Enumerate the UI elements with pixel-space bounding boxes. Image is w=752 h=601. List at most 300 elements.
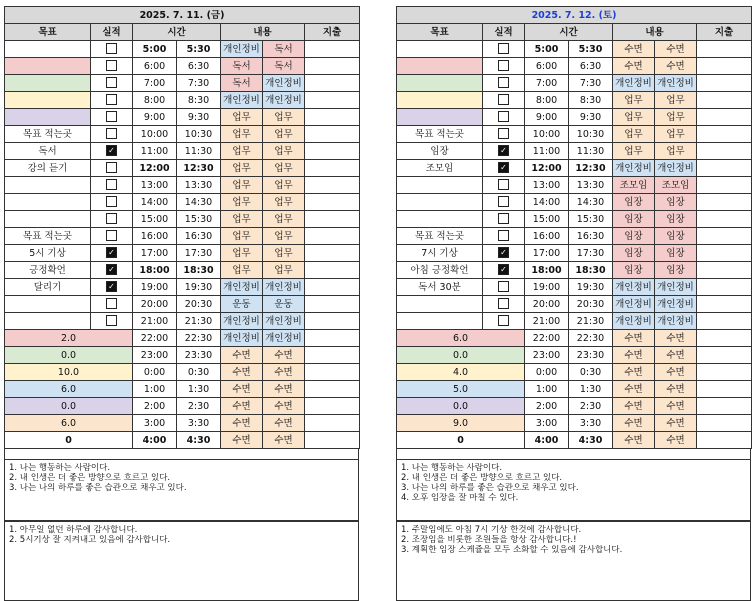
time-start: 2:00: [133, 398, 177, 415]
time-start: 18:00: [525, 262, 569, 279]
activity-cell[interactable]: 수면: [655, 415, 697, 432]
time-end: 6:30: [569, 58, 613, 75]
goal-cell[interactable]: 목표 적는곳: [397, 126, 483, 143]
date-row: [397, 7, 752, 24]
checkbox-icon[interactable]: ✓: [498, 162, 509, 173]
activity-cell[interactable]: 업무: [221, 245, 263, 262]
done-cell[interactable]: [483, 75, 525, 92]
expense-cell[interactable]: [697, 92, 752, 109]
expense-cell[interactable]: [305, 143, 360, 160]
activity-cell[interactable]: 임장: [613, 211, 655, 228]
expense-cell[interactable]: [305, 279, 360, 296]
done-cell[interactable]: [91, 177, 133, 194]
activity-cell[interactable]: 업무: [221, 160, 263, 177]
goal-cell[interactable]: 5시 기상: [5, 245, 91, 262]
activity-cell[interactable]: 수면: [221, 398, 263, 415]
expense-cell[interactable]: [697, 279, 752, 296]
summary-row: [5, 381, 360, 398]
done-cell[interactable]: [483, 126, 525, 143]
done-cell[interactable]: [91, 92, 133, 109]
expense-cell[interactable]: [305, 92, 360, 109]
time-end: 0:30: [569, 364, 613, 381]
done-cell[interactable]: [483, 228, 525, 245]
summary-row: [397, 347, 752, 364]
expense-cell[interactable]: [697, 109, 752, 126]
expense-cell[interactable]: [697, 126, 752, 143]
time-start: 22:00: [133, 330, 177, 347]
activity-cell[interactable]: 수면: [221, 432, 263, 449]
goal-cell[interactable]: [5, 92, 91, 109]
goal-cell[interactable]: [5, 194, 91, 211]
goal-cell[interactable]: [5, 296, 91, 313]
activity-cell[interactable]: 수면: [221, 415, 263, 432]
activity-cell[interactable]: 수면: [263, 347, 305, 364]
checkbox-icon[interactable]: ✓: [106, 281, 117, 292]
activity-cell[interactable]: 업무: [613, 109, 655, 126]
activity-cell[interactable]: 업무: [263, 211, 305, 228]
activity-cell[interactable]: 수면: [655, 381, 697, 398]
activity-cell[interactable]: 업무: [221, 177, 263, 194]
activity-cell[interactable]: 개인정비: [655, 160, 697, 177]
activity-cell[interactable]: 업무: [263, 143, 305, 160]
checkbox-icon[interactable]: [498, 298, 509, 309]
activity-cell[interactable]: 업무: [655, 126, 697, 143]
activity-cell[interactable]: 업무: [221, 126, 263, 143]
time-start: 12:00: [133, 160, 177, 177]
done-cell[interactable]: [91, 313, 133, 330]
time-end: 21:30: [569, 313, 613, 330]
activity-cell[interactable]: 업무: [263, 262, 305, 279]
expense-cell[interactable]: [305, 415, 360, 432]
expense-cell[interactable]: [697, 313, 752, 330]
affirmation-line: 4. 오후 임장을 잘 마칠 수 있다.: [401, 493, 519, 503]
done-cell[interactable]: [91, 296, 133, 313]
activity-cell[interactable]: 개인정비: [221, 279, 263, 296]
checkbox-icon[interactable]: [106, 162, 117, 173]
activity-cell[interactable]: 임장: [613, 228, 655, 245]
done-cell[interactable]: [483, 41, 525, 58]
done-cell[interactable]: [483, 109, 525, 126]
activity-cell[interactable]: 수면: [655, 364, 697, 381]
gratitude-line: 2. 조장임을 비롯한 조원들을 항상 감사합니다.!: [401, 535, 577, 545]
activity-cell[interactable]: 수면: [221, 347, 263, 364]
time-end: 11:30: [177, 143, 221, 160]
table-row: [5, 313, 360, 330]
activity-cell[interactable]: 개인정비: [263, 330, 305, 347]
checkbox-icon[interactable]: [498, 213, 509, 224]
activity-cell[interactable]: 개인정비: [221, 41, 263, 58]
goal-cell[interactable]: 임장: [397, 143, 483, 160]
activity-cell[interactable]: 수면: [263, 432, 305, 449]
activity-cell[interactable]: 수면: [613, 364, 655, 381]
done-cell[interactable]: [483, 177, 525, 194]
done-cell[interactable]: [483, 296, 525, 313]
activity-cell[interactable]: 개인정비: [613, 313, 655, 330]
header-goal: 목표: [397, 24, 483, 41]
activity-cell[interactable]: 업무: [613, 126, 655, 143]
activity-cell[interactable]: 독서: [221, 75, 263, 92]
checkbox-icon[interactable]: [106, 60, 117, 71]
activity-cell[interactable]: 업무: [263, 126, 305, 143]
goal-cell[interactable]: 목표 적는곳: [397, 228, 483, 245]
activity-cell[interactable]: 개인정비: [655, 279, 697, 296]
time-start: 10:00: [133, 126, 177, 143]
expense-cell[interactable]: [305, 126, 360, 143]
goal-cell[interactable]: [397, 194, 483, 211]
expense-cell[interactable]: [697, 245, 752, 262]
done-cell[interactable]: [91, 41, 133, 58]
goal-cell[interactable]: [397, 92, 483, 109]
checkbox-icon[interactable]: ✓: [498, 264, 509, 275]
activity-cell[interactable]: 임장: [655, 194, 697, 211]
activity-cell[interactable]: 수면: [655, 432, 697, 449]
table-row: [397, 58, 752, 75]
activity-cell[interactable]: 업무: [221, 211, 263, 228]
activity-cell[interactable]: 수면: [221, 364, 263, 381]
done-cell[interactable]: [483, 245, 525, 262]
done-cell[interactable]: [91, 211, 133, 228]
summary-row: [397, 415, 752, 432]
summary-value: 6.0: [5, 415, 133, 432]
activity-cell[interactable]: 운동: [221, 296, 263, 313]
activity-cell[interactable]: 수면: [655, 347, 697, 364]
activity-cell[interactable]: 개인정비: [613, 279, 655, 296]
expense-cell[interactable]: [305, 228, 360, 245]
checkbox-icon[interactable]: [498, 77, 509, 88]
goal-cell[interactable]: [397, 177, 483, 194]
checkbox-icon[interactable]: [106, 298, 117, 309]
activity-cell[interactable]: 독서: [263, 58, 305, 75]
expense-cell[interactable]: [697, 262, 752, 279]
goal-cell[interactable]: [397, 109, 483, 126]
done-cell[interactable]: [483, 160, 525, 177]
activity-cell[interactable]: 임장: [655, 228, 697, 245]
activity-cell[interactable]: 개인정비: [221, 92, 263, 109]
activity-cell[interactable]: 개인정비: [263, 92, 305, 109]
expense-cell[interactable]: [305, 58, 360, 75]
activity-cell[interactable]: 수면: [613, 41, 655, 58]
goal-cell[interactable]: [5, 211, 91, 228]
goal-cell[interactable]: 독서: [5, 143, 91, 160]
checkbox-icon[interactable]: [498, 60, 509, 71]
time-end: 22:30: [177, 330, 221, 347]
expense-cell[interactable]: [305, 75, 360, 92]
checkbox-icon[interactable]: ✓: [106, 264, 117, 275]
done-cell[interactable]: [91, 143, 133, 160]
expense-cell[interactable]: [305, 245, 360, 262]
checkbox-icon[interactable]: ✓: [106, 247, 117, 258]
activity-cell[interactable]: 수면: [221, 381, 263, 398]
checkbox-icon[interactable]: [498, 179, 509, 190]
activity-cell[interactable]: 수면: [613, 347, 655, 364]
goal-cell[interactable]: [397, 75, 483, 92]
expense-cell[interactable]: [697, 398, 752, 415]
summary-row: [5, 364, 360, 381]
expense-cell[interactable]: [697, 143, 752, 160]
activity-cell[interactable]: 임장: [655, 262, 697, 279]
summary-value: 6.0: [397, 330, 525, 347]
table-row: [397, 92, 752, 109]
expense-cell[interactable]: [305, 330, 360, 347]
table-row: [5, 75, 360, 92]
expense-cell[interactable]: [697, 41, 752, 58]
time-start: 7:00: [525, 75, 569, 92]
time-start: 1:00: [133, 381, 177, 398]
time-start: 18:00: [133, 262, 177, 279]
goal-cell[interactable]: [397, 58, 483, 75]
activity-cell[interactable]: 업무: [221, 194, 263, 211]
time-end: 19:30: [177, 279, 221, 296]
time-start: 20:00: [133, 296, 177, 313]
goal-cell[interactable]: 아침 긍정확언: [397, 262, 483, 279]
expense-cell[interactable]: [305, 381, 360, 398]
activity-cell[interactable]: 임장: [613, 194, 655, 211]
goal-cell[interactable]: 목표 적는곳: [5, 228, 91, 245]
activity-cell[interactable]: 조모임: [613, 177, 655, 194]
goal-cell[interactable]: [397, 211, 483, 228]
expense-cell[interactable]: [697, 58, 752, 75]
activity-cell[interactable]: 업무: [263, 245, 305, 262]
expense-cell[interactable]: [305, 160, 360, 177]
time-end: 18:30: [177, 262, 221, 279]
goal-cell[interactable]: [5, 75, 91, 92]
goal-cell[interactable]: 독서 30분: [397, 279, 483, 296]
activity-cell[interactable]: 업무: [263, 109, 305, 126]
expense-cell[interactable]: [697, 330, 752, 347]
time-end: 16:30: [569, 228, 613, 245]
summary-value: 4.0: [397, 364, 525, 381]
activity-cell[interactable]: 개인정비: [263, 313, 305, 330]
header-goal: 목표: [5, 24, 91, 41]
activity-cell[interactable]: 개인정비: [613, 160, 655, 177]
expense-cell[interactable]: [305, 41, 360, 58]
activity-cell[interactable]: 업무: [221, 228, 263, 245]
done-cell[interactable]: [483, 143, 525, 160]
done-cell[interactable]: [483, 313, 525, 330]
checkbox-icon[interactable]: [106, 77, 117, 88]
summary-row: [5, 432, 360, 449]
goal-cell[interactable]: [5, 109, 91, 126]
activity-cell[interactable]: 업무: [263, 177, 305, 194]
goal-cell[interactable]: 7시 기상: [397, 245, 483, 262]
time-end: 0:30: [177, 364, 221, 381]
checkbox-icon[interactable]: [106, 179, 117, 190]
checkbox-icon[interactable]: [106, 213, 117, 224]
activity-cell[interactable]: 수면: [613, 381, 655, 398]
activity-cell[interactable]: 수면: [613, 330, 655, 347]
checkbox-icon[interactable]: [498, 196, 509, 207]
expense-cell[interactable]: [305, 347, 360, 364]
done-cell[interactable]: [91, 75, 133, 92]
activity-cell[interactable]: 업무: [263, 160, 305, 177]
gratitude-box[interactable]: [4, 521, 359, 601]
checkbox-icon[interactable]: ✓: [498, 247, 509, 258]
expense-cell[interactable]: [305, 177, 360, 194]
activity-cell[interactable]: 임장: [613, 245, 655, 262]
expense-cell[interactable]: [697, 194, 752, 211]
expense-cell[interactable]: [697, 177, 752, 194]
activity-cell[interactable]: 수면: [263, 415, 305, 432]
activity-cell[interactable]: 개인정비: [221, 313, 263, 330]
done-cell[interactable]: [91, 126, 133, 143]
checkbox-icon[interactable]: [106, 94, 117, 105]
expense-cell[interactable]: [305, 398, 360, 415]
expense-cell[interactable]: [305, 109, 360, 126]
activity-cell[interactable]: 독서: [263, 41, 305, 58]
goal-cell[interactable]: [397, 41, 483, 58]
expense-cell[interactable]: [305, 262, 360, 279]
activity-cell[interactable]: 개인정비: [655, 296, 697, 313]
done-cell[interactable]: [483, 58, 525, 75]
activity-cell[interactable]: 개인정비: [263, 75, 305, 92]
expense-cell[interactable]: [305, 211, 360, 228]
activity-cell[interactable]: 수면: [613, 415, 655, 432]
checkbox-icon[interactable]: [106, 230, 117, 241]
activity-cell[interactable]: 업무: [613, 92, 655, 109]
checkbox-icon[interactable]: [498, 128, 509, 139]
activity-cell[interactable]: 수면: [655, 58, 697, 75]
activity-cell[interactable]: 수면: [613, 58, 655, 75]
affirmation-line: 2. 내 인생은 더 좋은 방향으로 흐르고 있다.: [401, 473, 563, 483]
done-cell[interactable]: [91, 109, 133, 126]
activity-cell[interactable]: 업무: [263, 194, 305, 211]
goal-cell[interactable]: 목표 적는곳: [5, 126, 91, 143]
checkbox-icon[interactable]: [106, 196, 117, 207]
activity-cell[interactable]: 업무: [655, 143, 697, 160]
column-header-row: [5, 24, 360, 41]
checkbox-icon[interactable]: [498, 43, 509, 54]
checkbox-icon[interactable]: ✓: [498, 145, 509, 156]
checkbox-icon[interactable]: [498, 230, 509, 241]
activity-cell[interactable]: 개인정비: [221, 330, 263, 347]
activity-cell[interactable]: 수면: [655, 41, 697, 58]
done-cell[interactable]: [91, 194, 133, 211]
expense-cell[interactable]: [697, 364, 752, 381]
done-cell[interactable]: [91, 262, 133, 279]
time-end: 5:30: [569, 41, 613, 58]
done-cell[interactable]: [91, 228, 133, 245]
section-gap: [396, 449, 751, 459]
activity-cell[interactable]: 임장: [655, 245, 697, 262]
checkbox-icon[interactable]: [106, 43, 117, 54]
goal-cell[interactable]: 긍정확언: [5, 262, 91, 279]
activity-cell[interactable]: 수면: [613, 398, 655, 415]
schedule-table: [4, 6, 360, 449]
expense-cell[interactable]: [697, 75, 752, 92]
expense-cell[interactable]: [697, 432, 752, 449]
time-start: 2:00: [525, 398, 569, 415]
done-cell[interactable]: [91, 245, 133, 262]
activity-cell[interactable]: 독서: [221, 58, 263, 75]
activity-cell[interactable]: 업무: [221, 143, 263, 160]
activity-cell[interactable]: 업무: [221, 262, 263, 279]
done-cell[interactable]: [483, 211, 525, 228]
expense-cell[interactable]: [305, 296, 360, 313]
gratitude-line: 3. 계획한 임장 스케쥴을 모두 소화할 수 있음에 감사합니다.: [401, 545, 623, 555]
checkbox-icon[interactable]: [498, 111, 509, 122]
goal-cell[interactable]: [5, 313, 91, 330]
goal-cell[interactable]: [397, 296, 483, 313]
time-end: 21:30: [177, 313, 221, 330]
checkbox-icon[interactable]: [498, 315, 509, 326]
checkbox-icon[interactable]: [498, 94, 509, 105]
gratitude-box[interactable]: [396, 521, 751, 601]
activity-cell[interactable]: 업무: [263, 228, 305, 245]
activity-cell[interactable]: 업무: [221, 109, 263, 126]
activity-cell[interactable]: 개인정비: [613, 75, 655, 92]
activity-cell[interactable]: 임장: [613, 262, 655, 279]
activity-cell[interactable]: 수면: [655, 330, 697, 347]
activity-cell[interactable]: 임장: [655, 211, 697, 228]
time-end: 23:30: [569, 347, 613, 364]
expense-cell[interactable]: [697, 415, 752, 432]
done-cell[interactable]: [483, 262, 525, 279]
activity-cell[interactable]: 조모임: [655, 177, 697, 194]
summary-row: [5, 415, 360, 432]
activity-cell[interactable]: 수면: [263, 364, 305, 381]
goal-cell[interactable]: 조모임: [397, 160, 483, 177]
goal-cell[interactable]: [5, 58, 91, 75]
done-cell[interactable]: [91, 58, 133, 75]
planner-sheet-saturday: [396, 6, 751, 601]
done-cell[interactable]: [483, 194, 525, 211]
done-cell[interactable]: [91, 160, 133, 177]
expense-cell[interactable]: [305, 364, 360, 381]
affirmations-box[interactable]: [396, 459, 751, 521]
expense-cell[interactable]: [697, 228, 752, 245]
goal-cell[interactable]: [5, 41, 91, 58]
activity-cell[interactable]: 개인정비: [613, 296, 655, 313]
expense-cell[interactable]: [697, 160, 752, 177]
activity-cell[interactable]: 운동: [263, 296, 305, 313]
expense-cell[interactable]: [697, 211, 752, 228]
activity-cell[interactable]: 수면: [613, 432, 655, 449]
done-cell[interactable]: [91, 279, 133, 296]
summary-row: [397, 381, 752, 398]
time-start: 8:00: [133, 92, 177, 109]
expense-cell[interactable]: [305, 432, 360, 449]
expense-cell[interactable]: [305, 313, 360, 330]
activity-cell[interactable]: 업무: [613, 143, 655, 160]
activity-cell[interactable]: 개인정비: [655, 313, 697, 330]
expense-cell[interactable]: [697, 296, 752, 313]
expense-cell[interactable]: [697, 347, 752, 364]
checkbox-icon[interactable]: [106, 315, 117, 326]
activity-cell[interactable]: 업무: [655, 92, 697, 109]
activity-cell[interactable]: 수면: [263, 398, 305, 415]
activity-cell[interactable]: 개인정비: [263, 279, 305, 296]
goal-cell[interactable]: 달리기: [5, 279, 91, 296]
goal-cell[interactable]: 강의 듣기: [5, 160, 91, 177]
checkbox-icon[interactable]: [106, 111, 117, 122]
checkbox-icon[interactable]: [106, 128, 117, 139]
activity-cell[interactable]: 수면: [655, 398, 697, 415]
checkbox-icon[interactable]: ✓: [106, 145, 117, 156]
expense-cell[interactable]: [697, 381, 752, 398]
time-start: 4:00: [133, 432, 177, 449]
goal-cell[interactable]: [5, 177, 91, 194]
goal-cell[interactable]: [397, 313, 483, 330]
table-row: [397, 228, 752, 245]
done-cell[interactable]: [483, 92, 525, 109]
affirmations-box[interactable]: [4, 459, 359, 521]
expense-cell[interactable]: [305, 194, 360, 211]
activity-cell[interactable]: 수면: [263, 381, 305, 398]
activity-cell[interactable]: 업무: [655, 109, 697, 126]
activity-cell[interactable]: 개인정비: [655, 75, 697, 92]
checkbox-icon[interactable]: [498, 281, 509, 292]
done-cell[interactable]: [483, 279, 525, 296]
